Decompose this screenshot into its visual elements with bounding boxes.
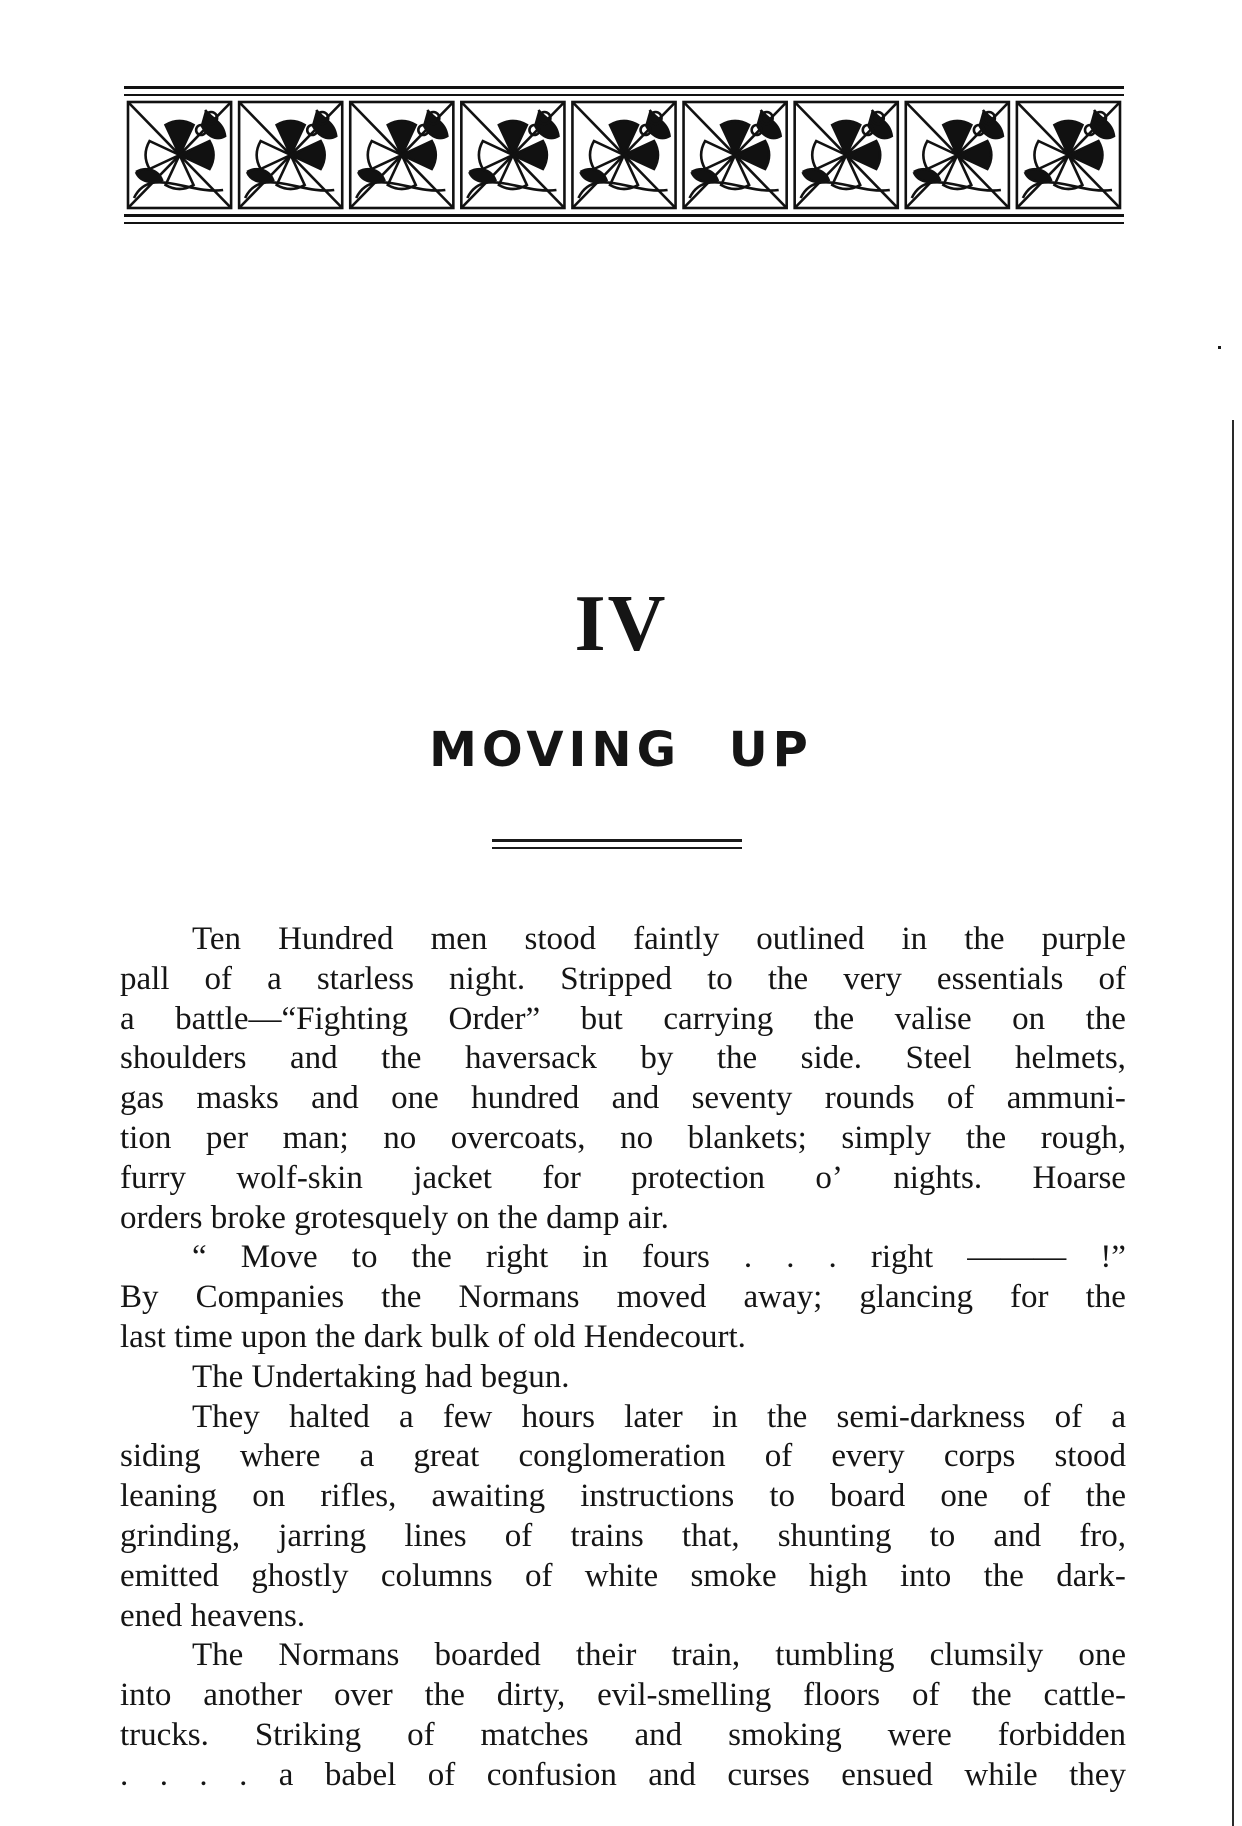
word: later <box>624 1398 683 1435</box>
page-edge-line <box>1232 420 1234 1826</box>
word: the <box>766 1398 808 1435</box>
word: right <box>485 1239 549 1276</box>
word: valise <box>894 1000 972 1037</box>
word: furry <box>120 1159 186 1196</box>
word: Steel <box>905 1040 972 1077</box>
word: smoking <box>728 1716 842 1753</box>
word: “ <box>192 1239 207 1276</box>
word: pall <box>120 960 170 997</box>
word: to <box>929 1517 956 1554</box>
word: were <box>887 1716 952 1753</box>
word: . <box>239 1756 248 1793</box>
word: . <box>159 1756 168 1793</box>
title-double-rule <box>492 839 742 853</box>
text-line <box>120 1238 1126 1278</box>
word: while <box>964 1756 1038 1793</box>
word: fro, <box>1079 1517 1126 1554</box>
word: nights. <box>893 1159 983 1196</box>
word: By <box>120 1279 159 1316</box>
word: of <box>946 1080 975 1117</box>
word: to <box>769 1478 795 1515</box>
word: Ten <box>192 921 242 957</box>
word: protection <box>631 1159 765 1196</box>
word: into <box>899 1557 952 1594</box>
word: that, <box>681 1517 740 1554</box>
word: for <box>542 1159 581 1196</box>
word: columns <box>380 1557 493 1594</box>
word: no <box>620 1119 654 1156</box>
word: o’ <box>815 1159 843 1196</box>
word: . <box>199 1756 208 1793</box>
word: instructions <box>580 1478 735 1515</box>
word: a <box>120 1000 135 1037</box>
word: the <box>983 1557 1024 1594</box>
word: shunting <box>777 1517 892 1554</box>
word: the <box>411 1239 452 1276</box>
paragraph-5 <box>120 1636 1126 1795</box>
word: Hoarse <box>1032 1159 1126 1196</box>
paragraph-3: The Undertaking had begun. <box>192 1358 570 1395</box>
text-line: orders broke grotesquely on the damp air. <box>120 1199 669 1236</box>
word: . <box>786 1239 795 1276</box>
word: conglomeration <box>518 1438 726 1475</box>
word: curses <box>727 1756 810 1793</box>
word: tion <box>120 1119 172 1156</box>
word: one <box>391 1080 439 1117</box>
word: The <box>192 1637 244 1674</box>
word: starless <box>316 960 414 997</box>
word: trucks. <box>120 1716 209 1753</box>
word: forbidden <box>997 1716 1126 1753</box>
word: ammuni- <box>1006 1080 1126 1117</box>
word: halted <box>289 1398 370 1435</box>
word: blankets; <box>687 1119 807 1156</box>
ornament-pattern-icon <box>124 86 1124 234</box>
word: of <box>407 1716 435 1753</box>
word: Stripped <box>560 960 673 997</box>
word: jarring <box>278 1517 367 1554</box>
word: Normans <box>458 1279 580 1316</box>
word: white <box>584 1557 659 1594</box>
chapter-body <box>120 920 1126 1796</box>
word: the <box>813 1000 855 1037</box>
text-line <box>120 1000 1126 1040</box>
word: rounds <box>824 1080 915 1117</box>
word: fours <box>642 1239 710 1276</box>
text-line: ened heavens. <box>120 1597 306 1634</box>
word: very <box>843 960 902 997</box>
word: a <box>398 1398 414 1435</box>
word: corps <box>943 1438 1016 1475</box>
word: of <box>1054 1398 1083 1435</box>
word: per <box>205 1119 249 1156</box>
word: leaning <box>120 1478 218 1515</box>
word: emitted <box>120 1557 219 1594</box>
word: of <box>504 1517 533 1554</box>
word: into <box>120 1677 172 1714</box>
paragraph-2 <box>120 1238 1126 1357</box>
word: clumsily <box>929 1637 1044 1674</box>
word: outlined <box>756 921 865 957</box>
word: tumbling <box>775 1637 895 1674</box>
word: the <box>767 960 809 997</box>
word: stood <box>524 921 597 957</box>
text-line <box>120 960 1126 1000</box>
word: boarded <box>434 1637 541 1674</box>
word: purple <box>1041 921 1126 957</box>
word: of <box>764 1438 793 1475</box>
word: away; <box>743 1279 823 1316</box>
word: . <box>828 1239 837 1276</box>
word: essentials <box>936 960 1064 997</box>
word: train, <box>671 1637 741 1674</box>
word: the <box>1085 1000 1126 1037</box>
word: the <box>1085 1478 1126 1515</box>
word: dark- <box>1056 1557 1126 1594</box>
word: Striking <box>254 1716 362 1753</box>
word: one <box>940 1478 988 1515</box>
word: for <box>1010 1279 1049 1316</box>
word: confusion <box>486 1756 617 1793</box>
word: the <box>381 1040 422 1077</box>
word: babel <box>324 1756 397 1793</box>
word: the <box>381 1279 422 1316</box>
word: the <box>971 1677 1012 1714</box>
text-line <box>120 1079 1126 1119</box>
rule-line-top <box>492 839 742 842</box>
word: faintly <box>633 921 720 957</box>
word: a <box>278 1756 294 1793</box>
word: great <box>413 1438 480 1475</box>
word: the <box>1085 1279 1126 1316</box>
word: right <box>870 1239 934 1276</box>
word: They <box>192 1398 260 1435</box>
text-line <box>120 1636 1126 1676</box>
stray-mark <box>1218 346 1221 349</box>
word: jacket <box>413 1159 492 1196</box>
word: siding <box>120 1438 201 1475</box>
word: on <box>1012 1000 1046 1037</box>
text-line <box>120 1557 1126 1597</box>
text-line <box>120 1437 1126 1477</box>
word: grinding, <box>120 1517 241 1554</box>
word: and <box>311 1080 359 1117</box>
paragraph-4 <box>120 1398 1126 1637</box>
word: board <box>830 1478 906 1515</box>
word: smoke <box>690 1557 777 1594</box>
word: but <box>580 1000 623 1037</box>
word: in <box>582 1239 608 1276</box>
word: Normans <box>278 1637 400 1674</box>
word: ensued <box>841 1756 933 1793</box>
word: of <box>911 1677 940 1714</box>
text-line <box>120 1756 1126 1796</box>
word: their <box>575 1637 637 1674</box>
word: few <box>442 1398 493 1435</box>
word: dirty, <box>496 1677 566 1714</box>
text-line <box>120 1676 1126 1716</box>
word: night. <box>449 960 526 997</box>
word: of <box>524 1557 553 1594</box>
word: masks <box>196 1080 279 1117</box>
text-line <box>120 1477 1126 1517</box>
word: shoulders <box>120 1040 247 1077</box>
word: seventy <box>691 1080 793 1117</box>
word: moved <box>616 1279 707 1316</box>
word: men <box>430 921 488 957</box>
word: to <box>351 1239 378 1276</box>
word: Companies <box>195 1279 345 1316</box>
word: !” <box>1100 1239 1126 1276</box>
word: ——— <box>967 1239 1067 1276</box>
word: on <box>252 1478 286 1515</box>
word: evil-smelling <box>597 1677 772 1714</box>
word: of <box>1023 1478 1051 1515</box>
word: the <box>964 921 1005 957</box>
word: the <box>424 1677 465 1714</box>
word: . <box>743 1239 753 1276</box>
word: lines <box>404 1517 467 1554</box>
word: they <box>1069 1756 1126 1793</box>
word: a <box>267 960 282 997</box>
text-line <box>120 1119 1126 1159</box>
word: to <box>707 960 733 997</box>
word: and <box>634 1716 683 1753</box>
word: helmets, <box>1015 1040 1126 1077</box>
word: side. <box>800 1040 863 1077</box>
word: carrying <box>663 1000 774 1037</box>
rule-line-bottom <box>492 847 742 849</box>
word: by <box>640 1040 674 1077</box>
word: and <box>993 1517 1042 1554</box>
word: man; <box>282 1119 349 1156</box>
word: and <box>648 1756 696 1793</box>
word: glancing <box>859 1279 973 1316</box>
word: trains <box>570 1517 644 1554</box>
word: semi-darkness <box>836 1398 1026 1435</box>
word: high <box>808 1557 868 1594</box>
text-line <box>120 1716 1126 1756</box>
word: of <box>204 960 233 997</box>
word: a <box>359 1438 375 1475</box>
paragraph-1 <box>120 920 1126 1238</box>
word: rough, <box>1040 1119 1126 1156</box>
word: hundred <box>471 1080 580 1117</box>
word: battle—“Fighting <box>175 1000 408 1037</box>
word: and <box>289 1040 338 1077</box>
word: Hundred <box>278 921 394 957</box>
word: in <box>712 1398 738 1435</box>
word: overcoats, <box>450 1119 586 1156</box>
word: matches <box>480 1716 589 1753</box>
word: one <box>1078 1637 1126 1674</box>
word: hours <box>521 1398 595 1435</box>
word: where <box>239 1438 321 1475</box>
text-line <box>120 1039 1126 1079</box>
word: stood <box>1054 1438 1126 1475</box>
word: . <box>120 1756 129 1793</box>
word: Move <box>240 1239 318 1276</box>
word: no <box>383 1119 417 1156</box>
text-line <box>120 1398 1126 1438</box>
word: wolf-skin <box>236 1159 363 1196</box>
word: awaiting <box>431 1478 546 1515</box>
word: the <box>716 1040 758 1077</box>
word: another <box>203 1677 303 1714</box>
word: gas <box>120 1080 164 1117</box>
text-line <box>120 920 1126 960</box>
word: over <box>334 1677 393 1714</box>
word: rifles, <box>320 1478 397 1515</box>
chapter-number: IV <box>574 580 668 668</box>
word: of <box>427 1756 456 1793</box>
text-line <box>120 1278 1126 1318</box>
chapter-title: MOVING UP <box>429 722 813 778</box>
word: cattle- <box>1043 1677 1126 1714</box>
word: in <box>901 921 928 957</box>
ornamental-header-band <box>124 86 1124 234</box>
text-line <box>120 1517 1126 1557</box>
word: and <box>611 1080 660 1117</box>
word: the <box>965 1119 1007 1156</box>
text-line: last time upon the dark bulk of old Hendecourt. <box>120 1318 746 1355</box>
word: ghostly <box>251 1557 349 1594</box>
word: every <box>831 1438 905 1475</box>
word: haversack <box>464 1040 597 1077</box>
word: simply <box>841 1119 932 1156</box>
text-line <box>120 1159 1126 1199</box>
word: a <box>1111 1398 1126 1435</box>
word: floors <box>803 1677 881 1714</box>
word: of <box>1098 960 1126 997</box>
word: Order” <box>448 1000 541 1037</box>
